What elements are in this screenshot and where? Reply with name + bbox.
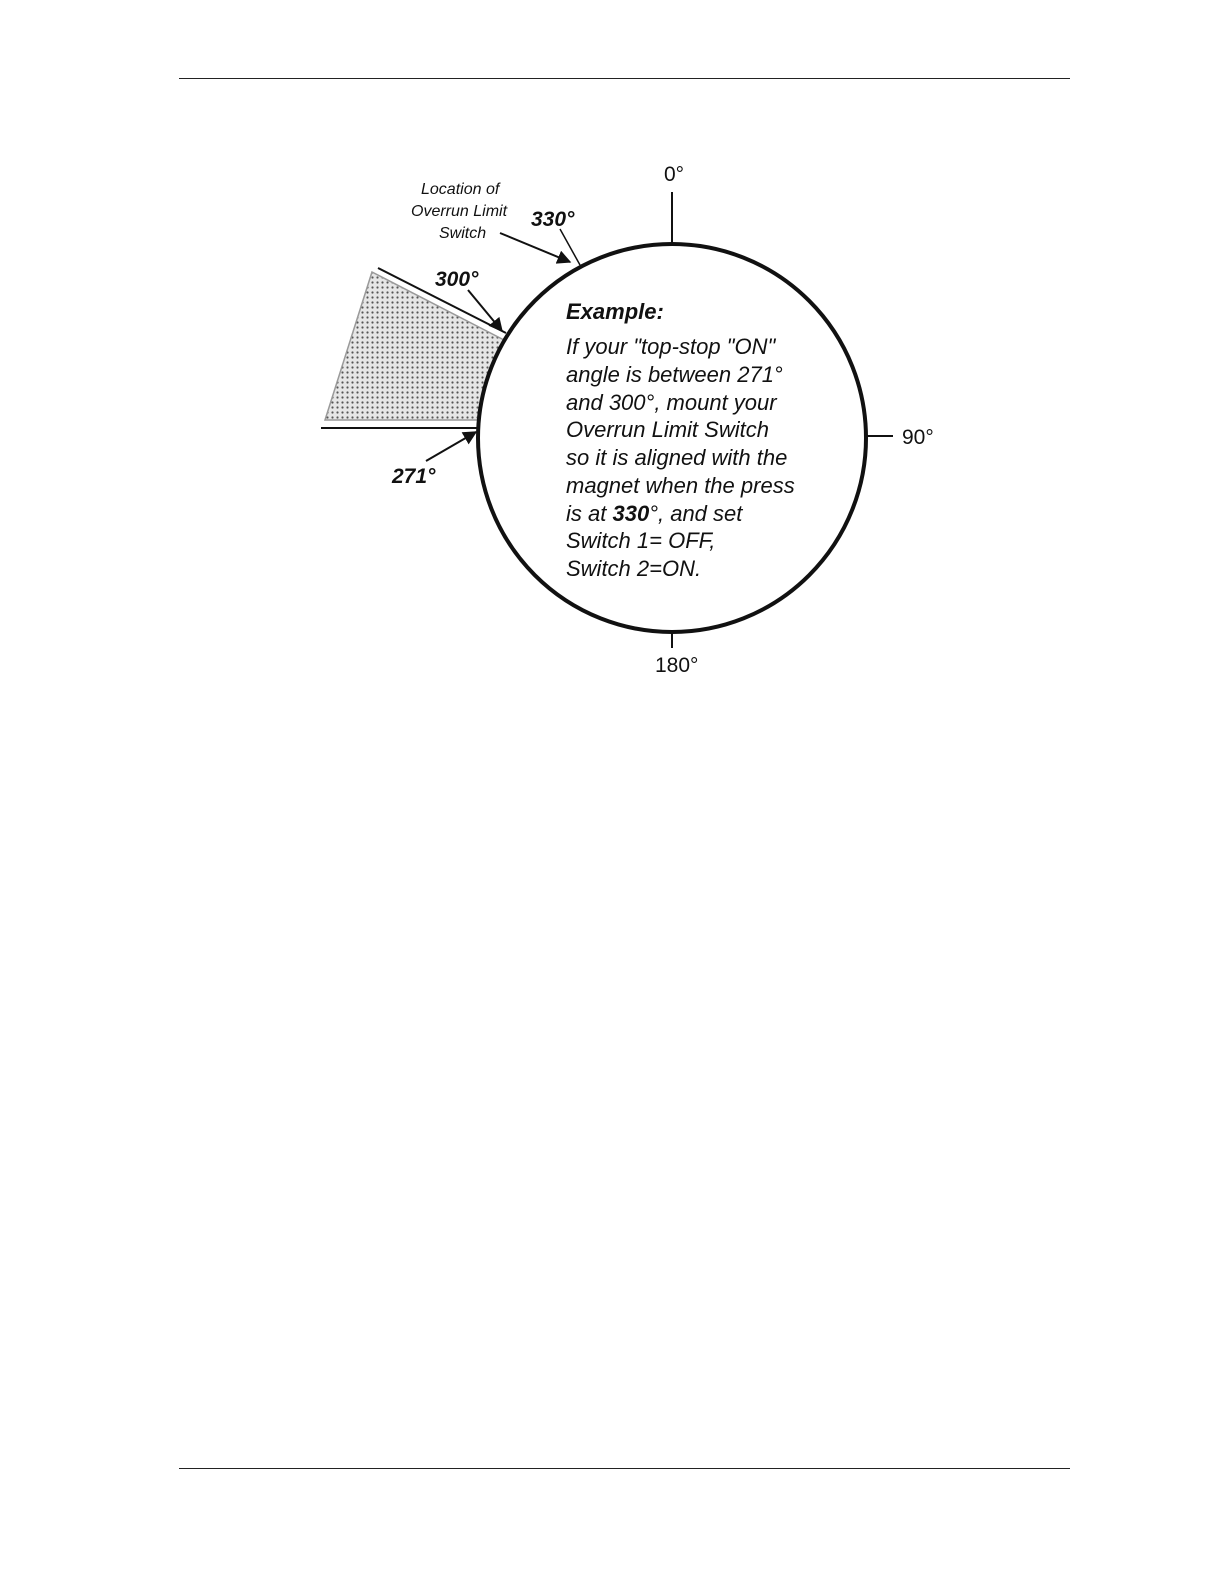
label-180-deg: 180° <box>655 654 699 677</box>
label-90-deg: 90° <box>902 426 934 449</box>
example-line-5: so it is aligned with the <box>566 445 788 470</box>
example-line-8: Switch 1= OFF, <box>566 528 716 553</box>
example-title: Example: <box>566 299 664 324</box>
arrow-271 <box>426 432 476 461</box>
label-0-deg: 0° <box>664 163 685 186</box>
example-line-2: angle is between 271° <box>566 362 783 387</box>
label-300-deg: 300° <box>435 268 479 291</box>
example-line-7 <box>566 501 743 526</box>
label-271-deg: 271° <box>392 465 436 488</box>
callout-line-3: Switch <box>439 225 487 242</box>
example-line-4: Overrun Limit Switch <box>566 417 769 442</box>
callout-line-1: Location of <box>421 181 500 198</box>
callout-line-2: Overrun Limit <box>411 203 508 220</box>
label-330-deg: 330° <box>531 208 575 231</box>
example-line-7-bold: 330 <box>612 501 650 526</box>
example-line-6: magnet when the press <box>566 473 795 498</box>
example-line-1: If your "top-stop "ON" <box>566 334 776 359</box>
shaded-sector <box>325 272 504 420</box>
example-line-9: Switch 2=ON. <box>566 556 702 581</box>
example-line-3: and 300°, mount your <box>566 390 777 415</box>
callout-arrow <box>500 233 570 262</box>
example-line-7-pre: is at <box>566 501 613 526</box>
example-line-7-post: °, and set <box>649 501 743 526</box>
